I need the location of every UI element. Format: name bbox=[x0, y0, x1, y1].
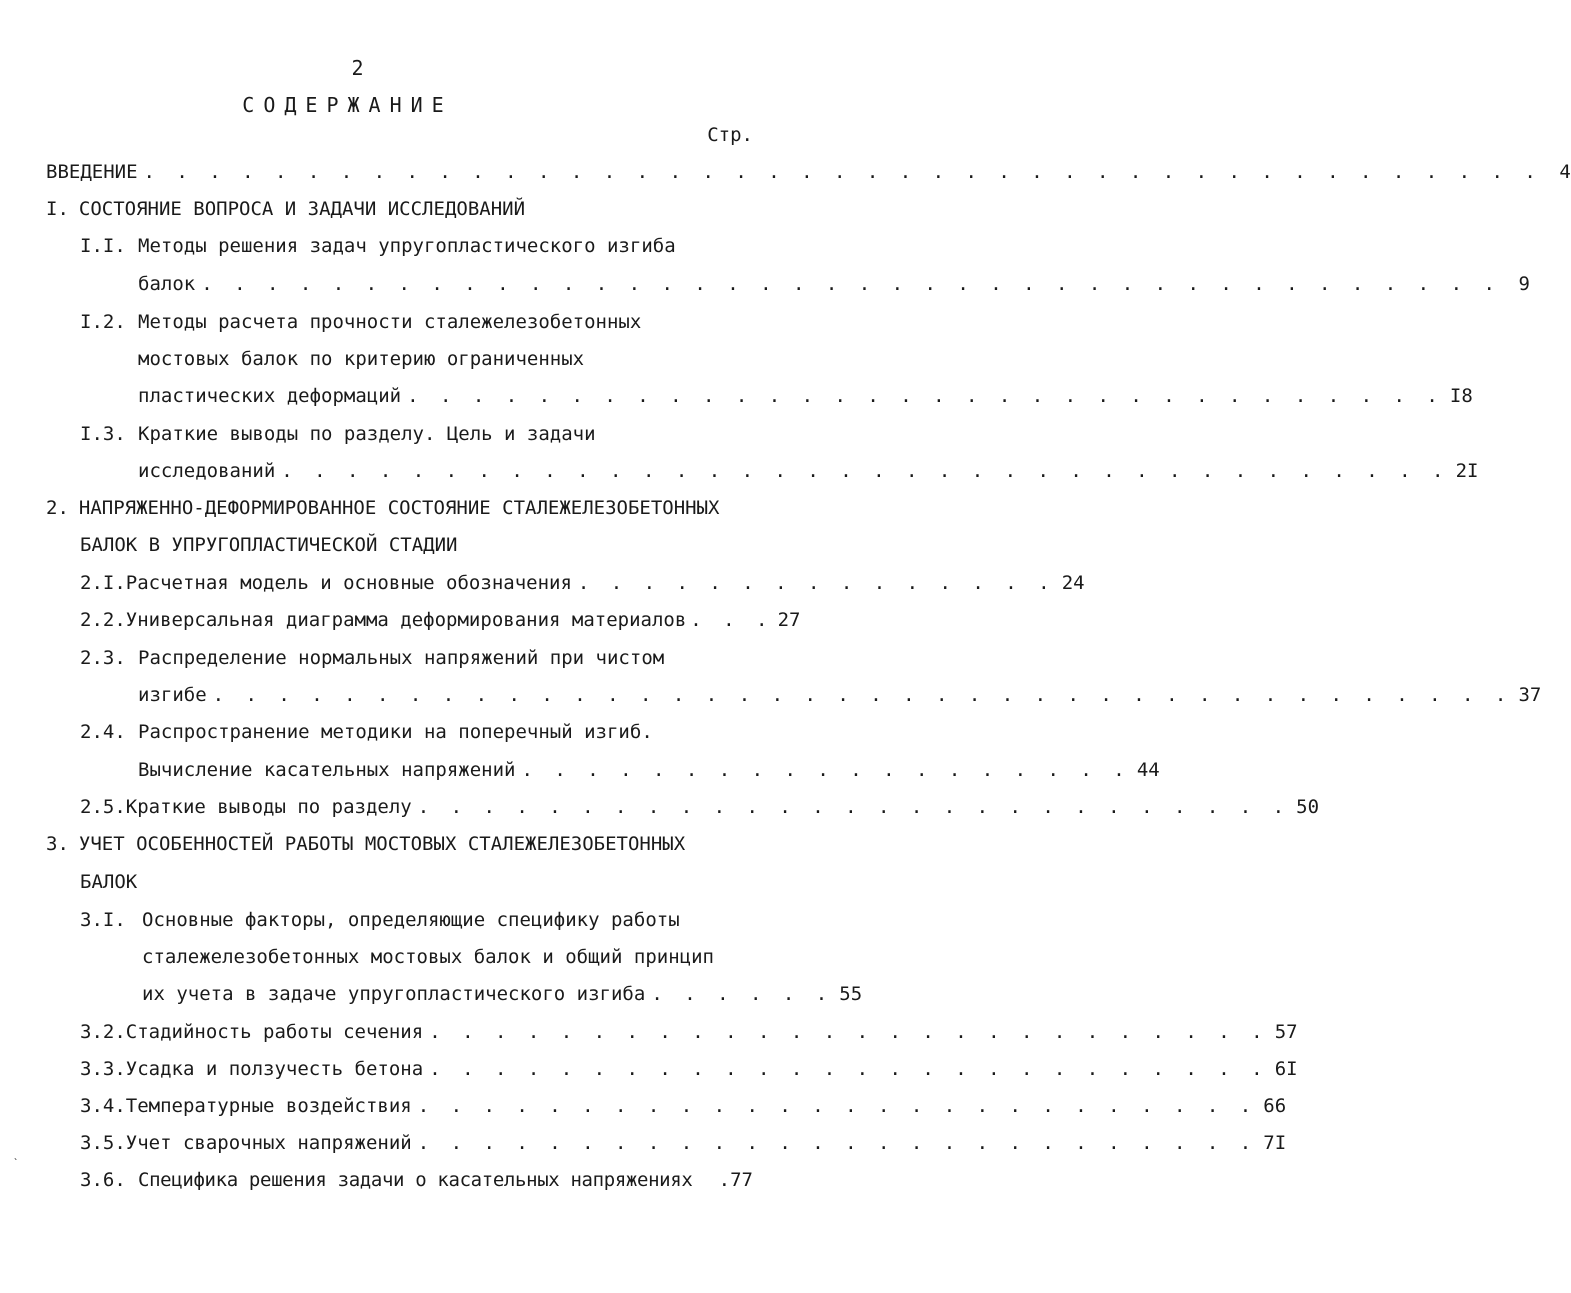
toc-page-number: I8 bbox=[1449, 385, 1473, 407]
leader-dots: . . . . . . . . . . . . . . . . . . . . . . . . . . . bbox=[417, 796, 1290, 818]
toc-entry-number: I.3. bbox=[80, 423, 126, 445]
toc-entry-title: Универсальная диаграмма деформирования материалов bbox=[125, 609, 687, 631]
toc-page-number: 66 bbox=[1263, 1095, 1287, 1117]
toc-entry-2-4-cont bbox=[138, 758, 1160, 782]
toc-entry-1-1-cont bbox=[138, 272, 1530, 296]
toc-entry-title-cont: изгибе bbox=[138, 684, 207, 706]
toc-section-title: СОСТОЯНИЕ ВОПРОСА И ЗАДАЧИ ИССЛЕДОВАНИЙ bbox=[78, 198, 526, 220]
toc-section-title: УЧЕТ ОСОБЕННОСТЕЙ РАБОТЫ МОСТОВЫХ СТАЛЕЖЕЛЕЗОБЕТОННЫХ bbox=[78, 833, 686, 855]
toc-section-title-cont: БАЛОК В УПРУГОПЛАСТИЧЕСКОЙ СТАДИИ bbox=[80, 534, 458, 556]
toc-page-number: .77 bbox=[718, 1169, 753, 1191]
toc-entry-title: Стадийность работы сечения bbox=[125, 1021, 424, 1043]
leader-dots: . . . . . . . . . . . . . . . . . . . . . . . . . . . . . . . . . . . . . . . . bbox=[201, 273, 1500, 295]
toc-entry-title: Температурные воздействия bbox=[125, 1095, 412, 1117]
toc-entry-title-cont: исследований bbox=[138, 460, 276, 482]
toc-page-number: 6I bbox=[1274, 1058, 1298, 1080]
page-title: СОДЕРЖАНИЕ bbox=[242, 93, 453, 117]
toc-entry-1-3[interactable] bbox=[80, 422, 596, 446]
toc-section-number: I. bbox=[46, 198, 69, 220]
toc-entry-2-3[interactable] bbox=[80, 646, 664, 670]
toc-entry-number: 3.5. bbox=[80, 1132, 126, 1154]
toc-page-number: 7I bbox=[1263, 1132, 1287, 1154]
leader-dots: . . . . . . . . . . . . . . . . . . . . . . . . . . . . . . . . . . . . . . . . bbox=[212, 684, 1512, 706]
toc-entry-number: 2.2. bbox=[80, 609, 126, 631]
page-column-label: Стр. bbox=[707, 124, 753, 146]
toc-section-number: 3. bbox=[46, 833, 69, 855]
toc-entry-title: Методы решения задач упругопластического изгиба bbox=[138, 235, 676, 257]
toc-entry-3-1[interactable] bbox=[80, 908, 680, 932]
toc-entry-2-2[interactable] bbox=[80, 608, 801, 632]
toc-entry-title: Усадка и ползучесть бетона bbox=[125, 1058, 424, 1080]
toc-entry-title: Специфика решения задачи о касательных напряжениях bbox=[138, 1169, 693, 1191]
toc-entry-3-5[interactable] bbox=[80, 1131, 1287, 1155]
toc-entry-number: I.2. bbox=[80, 311, 126, 333]
toc-page-number: 55 bbox=[839, 983, 863, 1005]
toc-entry-title: Распространение методики на поперечный изгиб. bbox=[138, 721, 653, 743]
toc-entry-1-3-cont bbox=[138, 459, 1479, 483]
toc-entry-2-3-cont bbox=[138, 683, 1542, 707]
toc-entry-number: 2.3. bbox=[80, 647, 126, 669]
toc-entry-3-4[interactable] bbox=[80, 1094, 1287, 1118]
toc-entry-number: 2.I. bbox=[80, 572, 126, 594]
toc-page-number: 2I bbox=[1455, 460, 1479, 482]
toc-page-number: 27 bbox=[777, 609, 801, 631]
toc-entry-title-cont: сталежелезобетонных мостовых балок и общий принцип bbox=[142, 946, 714, 968]
toc-entry-3-1-cont bbox=[142, 945, 714, 969]
page-number: 2 bbox=[351, 56, 364, 80]
toc-page-number: 57 bbox=[1274, 1021, 1298, 1043]
toc-entry-number: 3.6. bbox=[80, 1169, 126, 1191]
toc-entry-1-2[interactable] bbox=[80, 310, 641, 334]
leader-dots: . . . . . . . . . . . . . . . bbox=[577, 572, 1055, 594]
leader-dots: . . . . . . . . . . . . . . . . . . . . . . . . . . . . . . . . . . . . . . . . . . . bbox=[143, 161, 1541, 183]
toc-entry-title-cont: пластических деформаций bbox=[138, 385, 402, 407]
toc-section-3-cont bbox=[80, 870, 137, 894]
toc-entry-title: Учет сварочных напряжений bbox=[125, 1132, 412, 1154]
toc-entry-2-1[interactable] bbox=[80, 571, 1085, 595]
leader-dots: . . . . . . . . . . . . . . . . . . . . . . . . . . bbox=[429, 1058, 1268, 1080]
toc-section-2-cont bbox=[80, 533, 458, 557]
toc-page-number: 50 bbox=[1296, 796, 1320, 818]
toc-entry-number: 3.3. bbox=[80, 1058, 126, 1080]
toc-entry-1-1[interactable] bbox=[80, 234, 676, 258]
leader-dots: . . . . . . . . . . . . . . . . . . . . . . . . . . bbox=[417, 1132, 1257, 1154]
toc-section-3[interactable] bbox=[46, 832, 685, 856]
toc-entry-title: ВВЕДЕНИЕ bbox=[46, 161, 138, 183]
leader-dots: . . . . . . . . . . . . . . . . . . . bbox=[521, 759, 1130, 781]
toc-section-title-cont: БАЛОК bbox=[80, 871, 138, 893]
toc-entry-title: Методы расчета прочности сталежелезобетонных bbox=[138, 311, 642, 333]
toc-section-title: НАПРЯЖЕННО-ДЕФОРМИРОВАННОЕ СОСТОЯНИЕ СТАЛЕЖЕЛЕЗОБЕТОННЫХ bbox=[78, 497, 720, 519]
toc-entry-2-5[interactable] bbox=[80, 795, 1320, 819]
toc-entry-title: Краткие выводы по разделу. Цель и задачи bbox=[138, 423, 596, 445]
toc-entry-1-2-cont2 bbox=[138, 384, 1473, 408]
toc-entry-3-6[interactable] bbox=[80, 1168, 753, 1192]
toc-entry-title-cont: балок bbox=[138, 273, 196, 295]
toc-entry-number: 2.5. bbox=[80, 796, 126, 818]
toc-entry-title: Краткие выводы по разделу bbox=[125, 796, 412, 818]
toc-entry-3-3[interactable] bbox=[80, 1057, 1298, 1081]
leader-dots: . . . . . . . . . . . . . . . . . . . . . . . . . . . . . . . . bbox=[407, 385, 1443, 407]
toc-page-number: 44 bbox=[1136, 759, 1160, 781]
toc-page-number: 9 bbox=[1518, 273, 1530, 295]
toc-section-1[interactable] bbox=[46, 197, 525, 221]
toc-entry-title: Основные факторы, определяющие специфику работы bbox=[142, 909, 680, 931]
toc-entry-intro[interactable] bbox=[46, 160, 1571, 184]
toc-entry-1-2-cont bbox=[138, 347, 584, 371]
toc-entry-title: Расчетная модель и основные обозначения bbox=[125, 572, 572, 594]
toc-entry-3-1-cont2 bbox=[142, 982, 863, 1006]
toc-entry-number: 3.I. bbox=[80, 909, 126, 931]
toc-entry-title: Распределение нормальных напряжений при чистом bbox=[138, 647, 665, 669]
scan-speck: ` bbox=[13, 1158, 20, 1169]
leader-dots: . . . . . . . . . . . . . . . . . . . . . . . . . . bbox=[417, 1095, 1257, 1117]
toc-page-number: 4 bbox=[1559, 161, 1571, 183]
toc-entry-number: 3.2. bbox=[80, 1021, 126, 1043]
toc-entry-title-cont: мостовых балок по критерию ограниченных bbox=[138, 348, 585, 370]
leader-dots: . . . . . . . . . . . . . . . . . . . . . . . . . . . . . . . . . . . . bbox=[281, 460, 1449, 482]
toc-entry-3-2[interactable] bbox=[80, 1020, 1298, 1044]
toc-section-2[interactable] bbox=[46, 496, 719, 520]
toc-entry-number: 2.4. bbox=[80, 721, 126, 743]
toc-entry-title-cont: Вычисление касательных напряжений bbox=[138, 759, 516, 781]
toc-entry-2-4[interactable] bbox=[80, 720, 653, 744]
toc-page-number: 37 bbox=[1518, 684, 1542, 706]
leader-dots: . . . bbox=[690, 609, 773, 631]
toc-page-number: 24 bbox=[1061, 572, 1085, 594]
toc-entry-number: I.I. bbox=[80, 235, 126, 257]
toc-entry-number: 3.4. bbox=[80, 1095, 126, 1117]
toc-entry-title-cont: их учета в задаче упругопластического изгиба bbox=[142, 983, 646, 1005]
leader-dots: . . . . . . . . . . . . . . . . . . . . . . . . . . bbox=[429, 1021, 1268, 1043]
toc-section-number: 2. bbox=[46, 497, 69, 519]
leader-dots: . . . . . . bbox=[651, 983, 833, 1005]
